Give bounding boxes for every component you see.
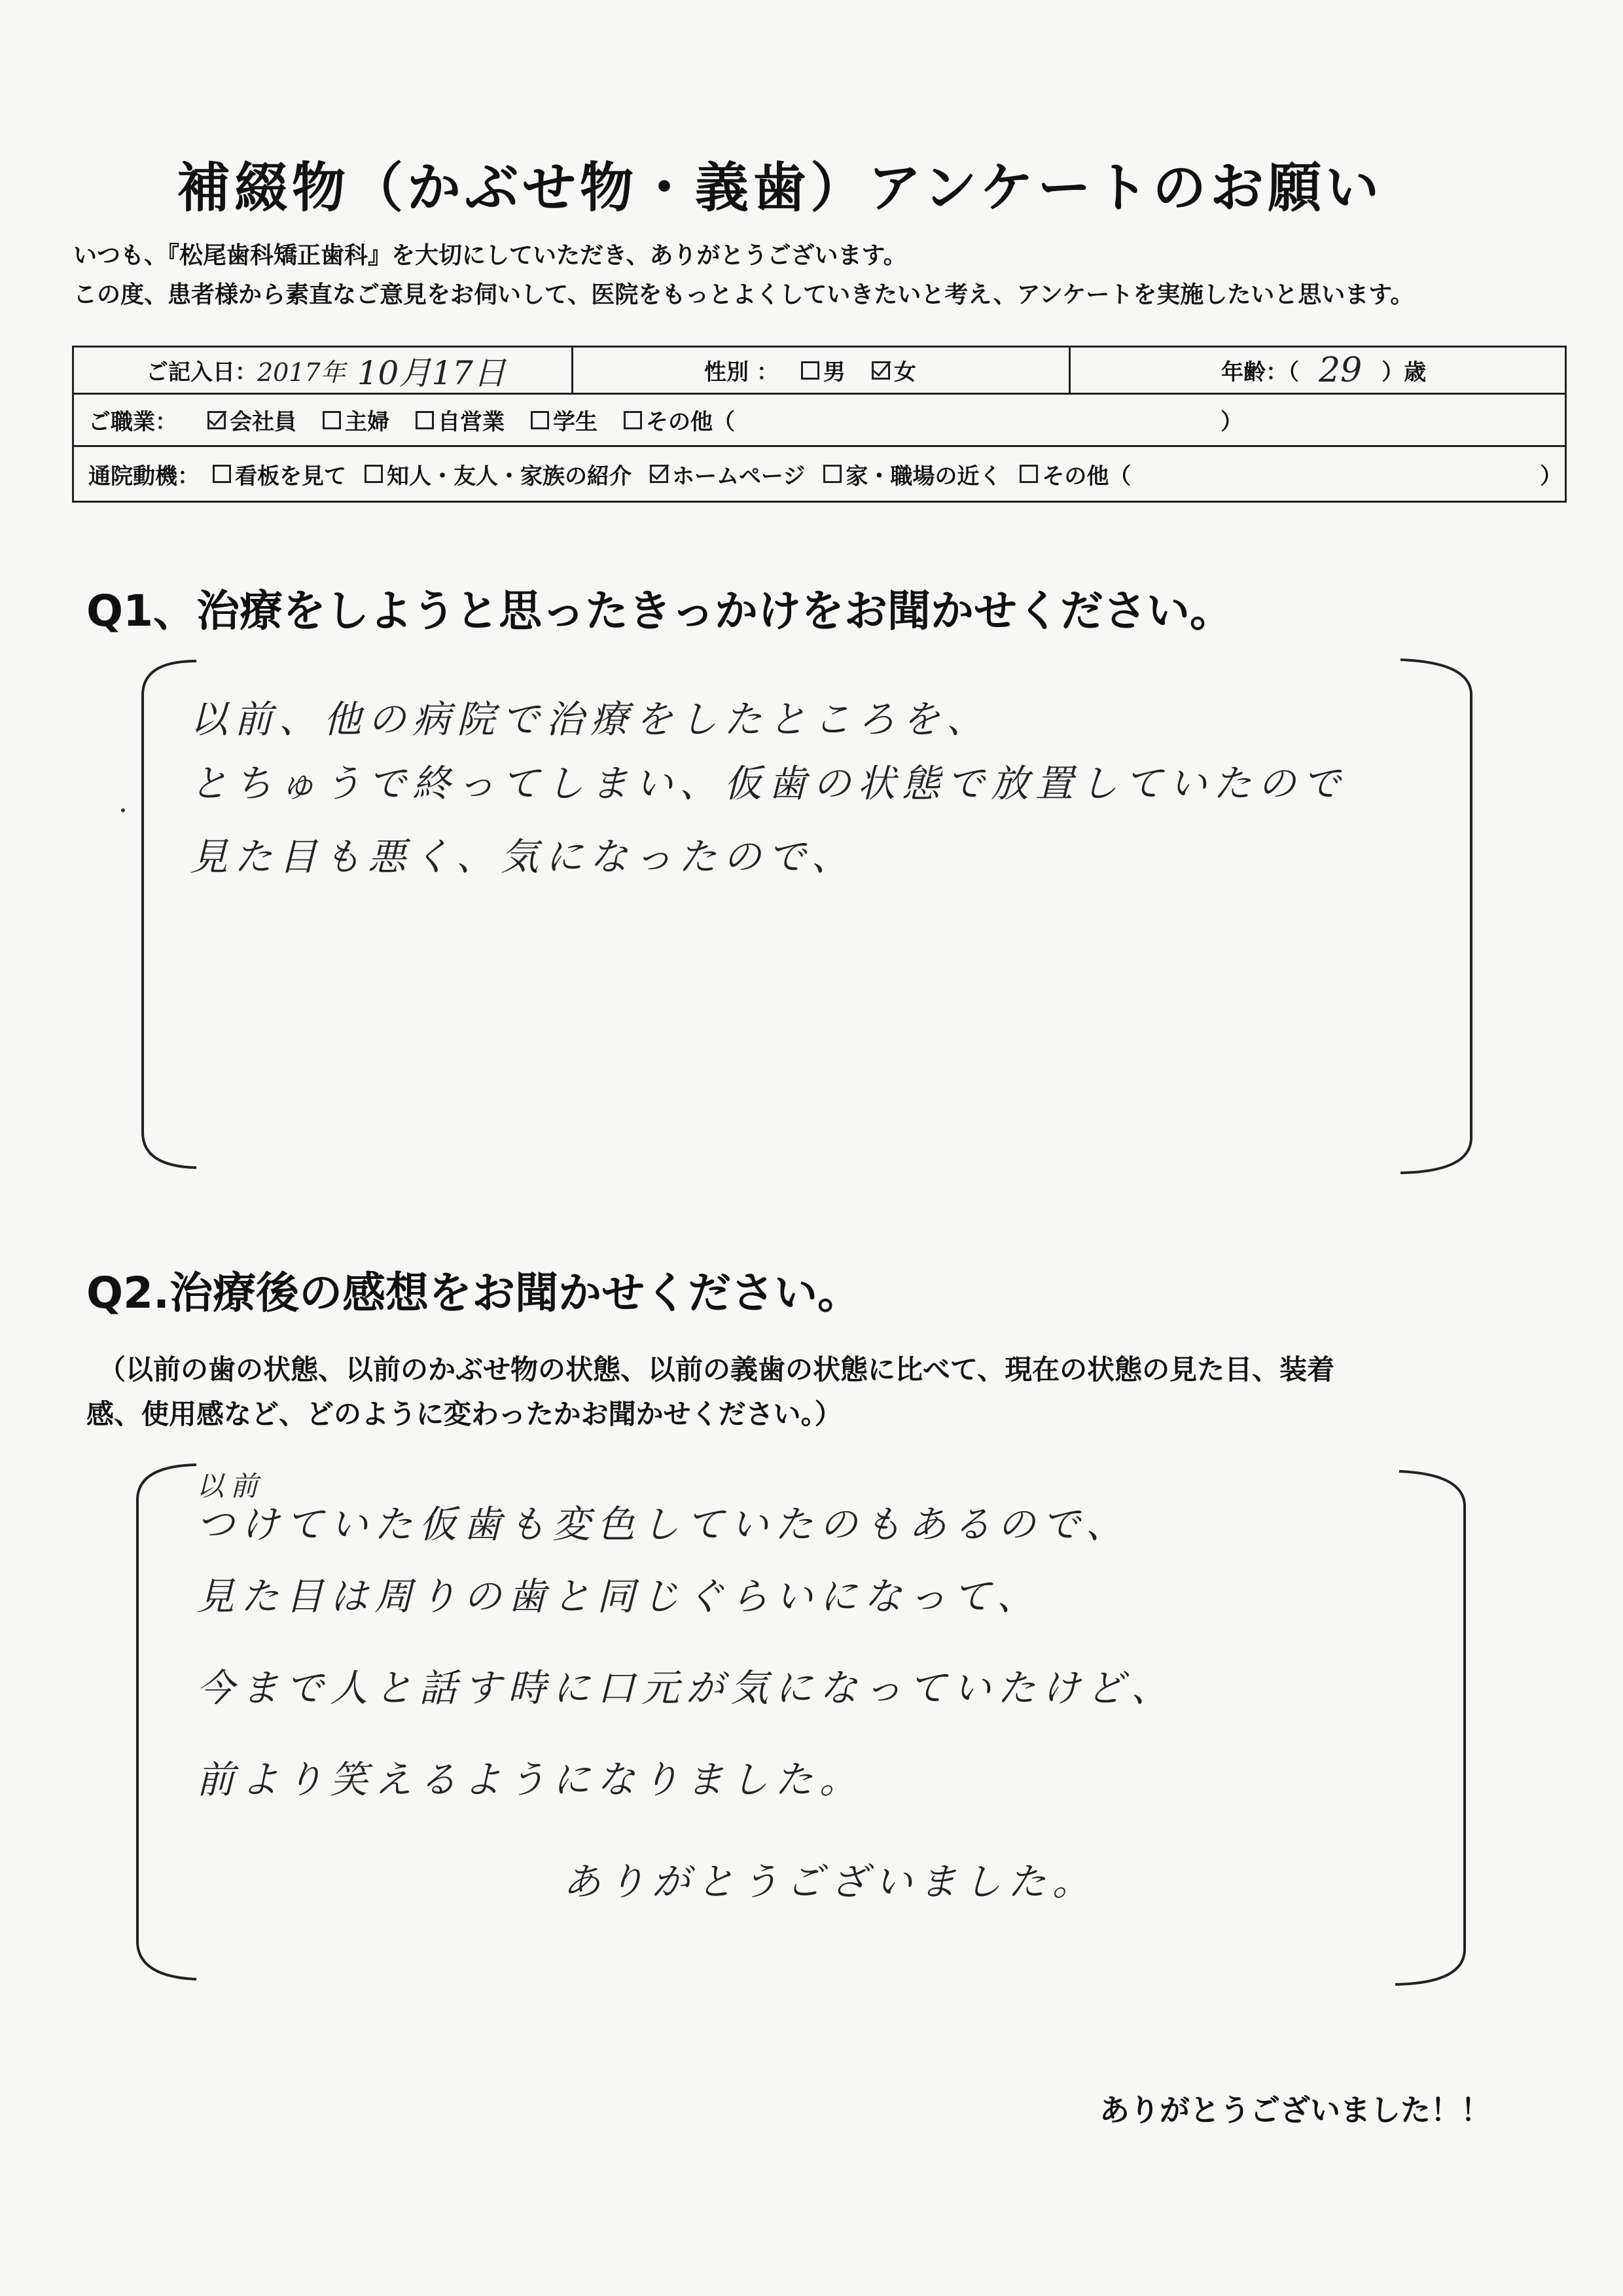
q2-left-bracket — [137, 1465, 196, 1979]
footer-thanks: ありがとうございました！！ — [1099, 2092, 1491, 2128]
age-suffix: ）歳 — [1382, 359, 1427, 386]
q2-answer-line-2: 見た目は周りの歯と同じぐらいになって、 — [196, 1574, 1041, 1619]
gender-label: 性別 ： — [704, 359, 779, 386]
motive-option-other[interactable]: その他（ — [1020, 458, 1131, 490]
motive-label: 通院動機： — [88, 463, 200, 490]
gender-option-female[interactable]: 女 — [872, 354, 916, 386]
q2-title: Q2.治療後の感想をお聞かせください。 — [86, 1268, 861, 1318]
q1-left-bracket — [143, 661, 196, 1168]
intro-line-1: いつも、『松尾歯科矯正歯科』を大切にしていただき、ありがとうございます。 — [73, 242, 907, 269]
motive-option-signboard[interactable]: 看板を見て — [213, 458, 346, 490]
motive-option-referral[interactable]: 知人・友人・家族の紹介 — [365, 458, 632, 490]
ink-dot — [121, 808, 125, 812]
q2-answer-line-3: 今まで人と話す時に口元が気になっていたけど、 — [196, 1666, 1176, 1710]
occupation-label: ご職業： — [88, 409, 177, 435]
q2-right-bracket — [1395, 1471, 1465, 1984]
q2-answer-closing: ありがとうございました。 — [563, 1859, 1097, 1904]
q1-answer-line-1: 以前、他の病院で治療をしたところを、 — [190, 697, 991, 742]
q2-note-line-1: （以前の歯の状態、以前のかぶせ物の状態、以前の義歯の状態に比べて、現在の状態の見た目、装着 — [98, 1354, 1335, 1386]
occupation-option-housewife[interactable]: 主婦 — [323, 404, 389, 436]
motive-option-nearby[interactable]: 家・職場の近く — [823, 458, 1001, 490]
date-value: 10月17日 — [357, 353, 506, 392]
occupation-close: ） — [1221, 409, 1243, 435]
age-label: 年齢：（ — [1221, 359, 1299, 386]
q1-answer-line-3: 見た目も悪く、気になったので、 — [190, 834, 856, 879]
occupation-option-employee[interactable]: 会社員 — [207, 404, 296, 436]
page-title: 補綴物（かぶせ物・義歯）アンケートのお願い — [177, 157, 1383, 219]
gender-option-male[interactable]: 男 — [801, 354, 846, 386]
occupation-option-other[interactable]: その他（ — [624, 404, 735, 436]
intro-line-2: この度、患者様から素直なご意見をお伺いして、医院をもっとよくしていきたいと考え、アンケートを実施したいと思います。 — [73, 281, 1414, 308]
q1-right-bracket — [1400, 660, 1471, 1173]
date-year-value: 2017年 — [257, 358, 346, 387]
occupation-option-self-employed[interactable]: 自営業 — [416, 404, 505, 436]
age-value: 29 — [1319, 350, 1363, 390]
q1-title: Q1、治療をしようと思ったきっかけをお聞かせください。 — [86, 586, 1234, 636]
q2-answer-line-4: 前より笑えるようになりました。 — [196, 1757, 865, 1802]
q2-answer-line-1: つけていた仮歯も変色していたのもあるので、 — [196, 1502, 1130, 1547]
motive-close: ） — [1540, 463, 1562, 490]
q1-answer-line-2: とちゅうで終ってしまい、仮歯の状態で放置していたので — [190, 761, 1347, 806]
q2-note-line-2: 感、使用感など、どのように変わったかお聞かせください。） — [86, 1398, 842, 1430]
motive-option-homepage[interactable]: ホームページ — [650, 458, 805, 490]
q2-answer-insertion: 以前 — [196, 1470, 265, 1502]
date-label: ご記入日： — [146, 359, 257, 386]
occupation-option-student[interactable]: 学生 — [531, 404, 597, 436]
